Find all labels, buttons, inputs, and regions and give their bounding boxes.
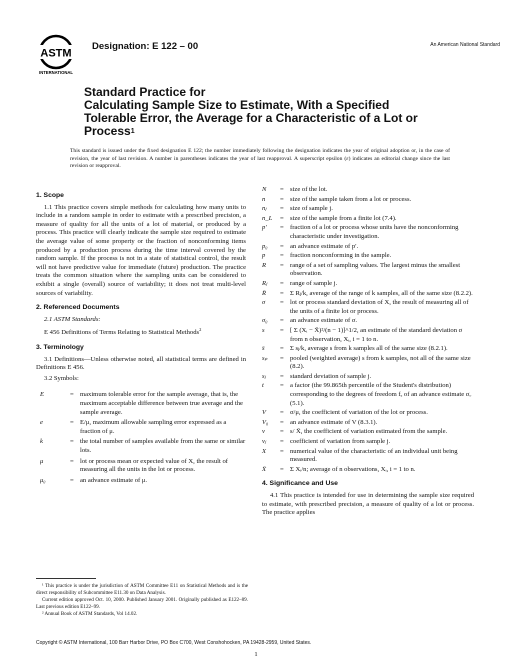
symbol-def: V = σ/μ, the coefficient of variation of the lot or process. (262, 409, 428, 417)
symbol-def: μ = lot or process mean or expected value of X, the result of measuring all the units in the lot or process. (40, 457, 228, 474)
footnote-rule (36, 578, 96, 579)
symbol-def: s = [ Σ (Xᵢ − X̄)²/(n − 1)]^1/2, an estimate of the standard deviation σ from n observation, Xᵢ, i = 1 to n. (262, 326, 463, 343)
symbol-def: p′ = fraction of a lot or process whose units have the nonconforming characteristic under investigation. (262, 224, 459, 240)
symbol-def: nⱼ = size of sample j. (262, 205, 333, 213)
section-1-paragraph: 1.1 This practice covers simple methods for calculating how many units to include in a random sample in order to estimate with a prescribed precision, a measure of quality for all the units of a lot of material, or produced by a process. This practice will clearly indicate the sample size required to estimate the average value of some property or the fraction of nonconforming items produced by a production process during the time interval covered by the random sample. If the process is not in a state of statistical control, the result will not have predictive value for immediate (future) production. The practice treats the common situation where the sampling units can be considered to exhibit a single (overall) source of variability; it does not treat multi-level sources of variability. (36, 203, 246, 297)
symbol-def: X = numerical value of the characteristic of an individual unit being measured. (262, 447, 458, 464)
symbol-def: σ₀ = an advance estimate of σ. (262, 317, 358, 325)
symbol-def: n_L = size of the sample from a finite lot (7.4). (262, 214, 397, 222)
symbol-def: k = the total number of samples available from the same or similar lots. (40, 438, 246, 455)
logo-text: ASTM (40, 47, 72, 60)
symbol-def: e = E/μ, maximum allowable sampling error expressed as a fraction of μ. (40, 419, 227, 435)
symbol-def: p = fraction nonconforming in the sample. (262, 252, 392, 260)
astm-logo (36, 34, 76, 76)
document-title (84, 86, 444, 138)
symbol-def: R̄ = Σ Rⱼ/k, average of the range of k samples, all of the same size (8.2.2). (262, 289, 473, 297)
right-column (262, 186, 474, 520)
title-line-1: Standard Practice for (84, 85, 206, 99)
ansi-label: An American National Standard (430, 42, 500, 48)
section-3-heading: 3. Terminology (36, 344, 84, 352)
symbol-def: sⱼ = standard deviation of sample j. (262, 372, 372, 380)
title-line-2: Calculating Sample Size to Estimate, With a Specified (84, 98, 390, 112)
footnote-2: ² Annual Book of ASTM Standards, Vol 14.02. (42, 611, 138, 618)
page-number: 1 (254, 651, 258, 658)
section-4-paragraph: 4.1 This practice is intended for use in determining the sample size required to estimate, with prescribed precision, a measure of quality of a lot or process. The practice applies (262, 492, 474, 517)
symbol-def: p₀ = an advance estimate of p′. (262, 242, 359, 250)
symbol-def: t = a factor (the 99.865th percentile of the Student's distribution) corresponding to the degrees of freedom fₑ of an advance estimate σₒ (5.1). (262, 382, 472, 407)
section-4-heading: 4. Significance and Use (262, 480, 338, 488)
title-footnote-mark: 1 (130, 128, 135, 135)
footnotes (36, 583, 248, 619)
symbol-def: V₀ = an advance estimate of V (8.3.1). (262, 418, 378, 426)
section-3-paragraph-1: 3.1 Definitions—Unless otherwise noted, all statistical terms are defined in Definitions E 456. (36, 355, 246, 372)
section-1-heading: 1. Scope (36, 192, 64, 199)
symbol-def: vⱼ = coefficient of variation from sample j. (262, 438, 391, 446)
left-column (36, 186, 246, 487)
section-2-heading: 2. Referenced Documents (36, 304, 120, 312)
copyright: Copyright © ASTM International, 100 Barr Harbor Drive, PO Box C700, West Conshohocken, PA 19428-2959, United States. (36, 640, 312, 646)
symbol-def: n = size of the sample taken from a lot or process. (262, 195, 412, 203)
symbol-def: v = s/ X̄, the coefficient of variation estimated from the sample. (262, 428, 448, 436)
symbol-def: sₚ = pooled (weighted average) s from k samples, not all of the same size (8.2). (262, 354, 471, 371)
symbol-def: X̄ = Σ Xᵢ/n; average of n observations, Xᵢ, i = 1 to n. (262, 465, 416, 473)
designation: Designation: E 122 – 00 (92, 41, 199, 52)
section-3-paragraph-2: 3.2 Symbols: (44, 374, 79, 382)
symbol-def: μ₀ = an advance estimate of μ. (40, 476, 148, 484)
symbol-def: E = maximum tolerable error for the sample average, that is, the maximum acceptable difference between true average and the sample average. (40, 391, 243, 416)
symbol-def: σ = lot or process standard deviation of X, the result of measuring all of the units of a finite lot or process. (262, 299, 469, 315)
title-line-4: Process (84, 124, 131, 138)
footnote-1: ¹ This practice is under the jurisdiction of ASTM Committee E11 on Statistical Methods and is the direct responsibility of Subcommittee E11.30 on Data Analysis. (36, 583, 248, 596)
symbol-def: R = range of a set of sampling values. The largest minus the smallest observation. (262, 261, 461, 278)
symbol-def: Rⱼ = range of sample j. (262, 279, 338, 287)
section-2-reference: E 456 Definitions of Terms Relating to Statistical Methods$^2$ (44, 327, 202, 337)
symbol-def: N = size of the lot. (262, 186, 328, 193)
logo-subtext: INTERNATIONAL (39, 70, 73, 75)
footnote-1-cont: Current edition approved Oct. 10, 2000. Published January 2001. Originally published as E122–89. Last previous edition E122–99. (36, 597, 248, 610)
issued-note: This standard is issued under the fixed designation E 122; the number immediately following the designation indicates the year of original adoption or, in the case of revision, the year of last revision. A number in parentheses indicates the year of last reapproval. A superscript epsilon (ε) indicates an editorial change since the last revision or reapproval. (70, 148, 450, 170)
section-2-subhead: 2.1 ASTM Standards: (44, 315, 101, 323)
symbol-def: s̄ = Σ sⱼ/k, average s from k samples all of the same size (8.2.1). (262, 345, 448, 353)
title-line-3: Tolerable Error, the Average for a Characteristic of a Lot or (84, 111, 418, 125)
